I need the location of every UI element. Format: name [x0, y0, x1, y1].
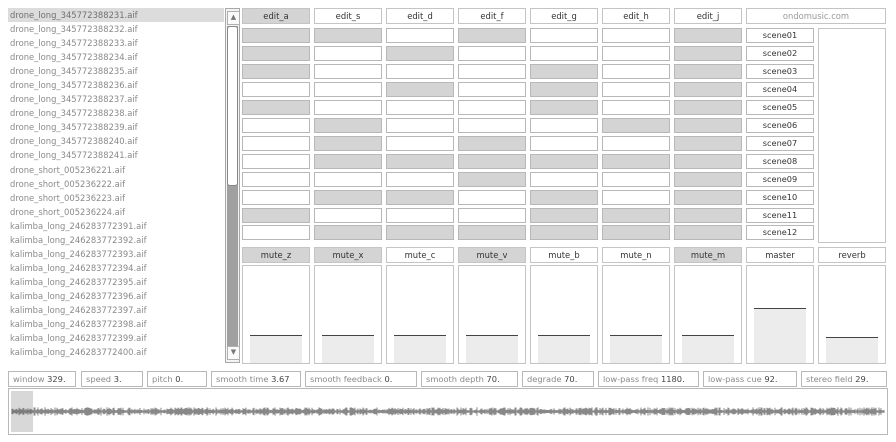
scene-grid-cell[interactable] — [458, 46, 526, 61]
file-list-scrollbar[interactable] — [225, 8, 240, 363]
scene-grid-cell[interactable] — [314, 28, 382, 43]
scene-grid-cell[interactable] — [386, 64, 454, 79]
param-label: smooth feedback — [310, 374, 382, 384]
scene-grid-cell[interactable] — [674, 118, 742, 133]
mute-x-fader-level — [322, 335, 374, 363]
mute-z-button[interactable]: mute_z — [242, 247, 310, 263]
edit-track-s[interactable]: edit_s — [314, 8, 382, 24]
scene-grid-cell[interactable] — [314, 225, 382, 240]
waveform-graph — [9, 389, 887, 434]
scene-grid-cell[interactable] — [674, 154, 742, 169]
scene-grid-cell[interactable] — [386, 100, 454, 115]
scroll-up-arrow-icon[interactable]: ▲ — [227, 11, 240, 25]
scene-grid-cell[interactable] — [530, 46, 598, 61]
param-smooth-feedback[interactable] — [305, 371, 417, 387]
file-list-item[interactable]: kalimba_long_246283772391.aif — [10, 220, 147, 231]
scene-grid-cell[interactable] — [242, 118, 310, 133]
file-list-item[interactable]: drone_long_345772388238.aif — [10, 108, 138, 119]
file-list-item[interactable]: drone_short_005236222.aif — [10, 178, 126, 189]
file-list-item[interactable]: kalimba_long_246283772394.aif — [10, 262, 147, 273]
scrollbar-thumb[interactable] — [227, 26, 238, 186]
scene-button[interactable]: scene12 — [746, 225, 814, 240]
master-button[interactable]: master — [746, 247, 814, 263]
edit-track-d[interactable]: edit_d — [386, 8, 454, 24]
param-low-pass-cue[interactable] — [703, 371, 797, 387]
scene-button[interactable]: scene07 — [746, 136, 814, 151]
scene-grid-cell[interactable] — [674, 225, 742, 240]
param-label: speed — [86, 374, 112, 384]
file-list-item[interactable]: drone_long_345772388234.aif — [10, 52, 138, 63]
file-list-item[interactable]: drone_long_345772388232.aif — [10, 24, 138, 35]
scene-grid-cell[interactable] — [458, 172, 526, 187]
scene-grid-cell[interactable] — [458, 190, 526, 205]
scene-grid-cell[interactable] — [386, 190, 454, 205]
param-value[interactable]: 3.67 — [271, 374, 290, 384]
param-value[interactable]: 0. — [384, 374, 393, 384]
param-value[interactable]: 329. — [47, 374, 66, 384]
scene-button[interactable]: scene02 — [746, 46, 814, 61]
mute-c-fader[interactable] — [386, 265, 454, 364]
file-list-item[interactable]: kalimba_long_246283772399.aif — [10, 333, 147, 344]
mute-z-fader-level — [250, 335, 302, 363]
param-value[interactable]: 0. — [175, 374, 184, 384]
param-label: low-pass cue — [708, 374, 762, 384]
param-window[interactable] — [8, 371, 76, 387]
scene-grid-cell[interactable] — [530, 136, 598, 151]
master-fader-level — [754, 308, 806, 363]
file-list-item[interactable]: drone_long_345772388241.aif — [10, 150, 138, 161]
scene-button[interactable]: scene01 — [746, 28, 814, 43]
scene-grid-cell[interactable] — [602, 172, 670, 187]
file-list-item[interactable]: drone_long_345772388231.aif — [8, 8, 224, 22]
scene-grid-cell[interactable] — [314, 154, 382, 169]
scene-side-panel — [818, 28, 886, 243]
scene-grid-cell[interactable] — [314, 64, 382, 79]
scene-grid-cell[interactable] — [242, 208, 310, 223]
param-value[interactable]: 92. — [764, 374, 778, 384]
scene-button[interactable]: scene08 — [746, 154, 814, 169]
edit-track-g[interactable]: edit_g — [530, 8, 598, 24]
scene-grid-cell[interactable] — [530, 118, 598, 133]
file-list-item[interactable]: kalimba_long_246283772400.aif — [10, 347, 147, 358]
param-speed[interactable] — [81, 371, 143, 387]
scroll-down-arrow-icon[interactable]: ▼ — [227, 346, 240, 360]
file-list-item[interactable]: kalimba_long_246283772398.aif — [10, 319, 147, 330]
file-list-item[interactable]: kalimba_long_246283772395.aif — [10, 276, 147, 287]
scene-grid-cell[interactable] — [458, 136, 526, 151]
scene-grid-cell[interactable] — [458, 28, 526, 43]
mute-v-fader-level — [466, 335, 518, 363]
reverb-fader[interactable] — [818, 265, 886, 364]
scene-button[interactable]: scene11 — [746, 208, 814, 223]
mute-m-fader[interactable] — [674, 265, 742, 364]
scene-grid-cell[interactable] — [242, 82, 310, 97]
file-list-item[interactable]: drone_long_345772388237.aif — [10, 94, 138, 105]
scene-grid-cell[interactable] — [602, 100, 670, 115]
scene-grid-cell[interactable] — [530, 28, 598, 43]
scene-grid-cell[interactable] — [674, 208, 742, 223]
master-fader[interactable] — [746, 265, 814, 364]
waveform-display[interactable] — [8, 388, 888, 435]
edit-track-a[interactable]: edit_a — [242, 8, 310, 24]
mute-v-fader[interactable] — [458, 265, 526, 364]
site-label: ondomusic.com — [746, 8, 886, 24]
scene-grid-cell[interactable] — [242, 154, 310, 169]
scene-grid-cell[interactable] — [386, 136, 454, 151]
scene-grid-cell[interactable] — [458, 225, 526, 240]
reverb-button[interactable]: reverb — [818, 247, 886, 263]
edit-track-f[interactable]: edit_f — [458, 8, 526, 24]
scene-grid-cell[interactable] — [386, 118, 454, 133]
scene-grid-cell[interactable] — [386, 82, 454, 97]
param-label: degrade — [527, 374, 562, 384]
scene-grid-cell[interactable] — [458, 208, 526, 223]
scene-grid-cell[interactable] — [314, 100, 382, 115]
scene-grid-cell[interactable] — [530, 172, 598, 187]
scene-grid-cell[interactable] — [674, 172, 742, 187]
file-list-item[interactable]: drone_long_345772388233.aif — [10, 38, 138, 49]
scene-grid-cell[interactable] — [242, 28, 310, 43]
mute-m-fader-level — [682, 335, 734, 363]
scene-grid-cell[interactable] — [458, 82, 526, 97]
scene-grid-cell[interactable] — [602, 190, 670, 205]
param-label: pitch — [152, 374, 173, 384]
mute-c-fader-level — [394, 335, 446, 363]
param-stereo-field[interactable] — [801, 371, 887, 387]
scene-grid-cell[interactable] — [530, 100, 598, 115]
scene-grid-cell[interactable] — [458, 118, 526, 133]
file-list-item[interactable]: kalimba_long_246283772392.aif — [10, 234, 147, 245]
scene-grid-cell[interactable] — [242, 64, 310, 79]
param-label: window — [13, 374, 45, 384]
scene-grid-cell[interactable] — [530, 190, 598, 205]
scene-grid-cell[interactable] — [530, 82, 598, 97]
param-value[interactable]: 1180. — [660, 374, 685, 384]
scene-grid-cell[interactable] — [674, 28, 742, 43]
mute-x-fader[interactable] — [314, 265, 382, 364]
scene-button[interactable]: scene03 — [746, 64, 814, 79]
scene-grid-cell[interactable] — [386, 172, 454, 187]
edit-track-j[interactable]: edit_j — [674, 8, 742, 24]
scene-grid-cell[interactable] — [530, 208, 598, 223]
mute-z-fader[interactable] — [242, 265, 310, 364]
scene-grid-cell[interactable] — [314, 118, 382, 133]
file-list-item[interactable]: kalimba_long_246283772397.aif — [10, 304, 147, 315]
scene-grid-cell[interactable] — [386, 208, 454, 223]
file-list-item[interactable]: drone_long_345772388239.aif — [10, 122, 138, 133]
scene-grid-cell[interactable] — [602, 46, 670, 61]
scene-grid-cell[interactable] — [386, 46, 454, 61]
scene-grid-cell[interactable] — [242, 46, 310, 61]
mute-b-button[interactable]: mute_b — [530, 247, 598, 263]
mute-n-fader[interactable] — [602, 265, 670, 364]
scene-grid-cell[interactable] — [602, 136, 670, 151]
edit-track-h[interactable]: edit_h — [602, 8, 670, 24]
scene-grid-cell[interactable] — [386, 154, 454, 169]
file-list-item[interactable]: drone_short_005236221.aif — [10, 164, 126, 175]
file-list-item[interactable]: drone_long_345772388240.aif — [10, 136, 138, 147]
scene-grid-cell[interactable] — [458, 64, 526, 79]
param-value[interactable]: 29. — [855, 374, 869, 384]
file-list-item[interactable]: drone_short_005236224.aif — [10, 206, 126, 217]
scene-grid-cell[interactable] — [242, 100, 310, 115]
file-list[interactable] — [8, 8, 224, 363]
mute-v-button[interactable]: mute_v — [458, 247, 526, 263]
mute-n-button[interactable]: mute_n — [602, 247, 670, 263]
scene-grid-cell[interactable] — [674, 190, 742, 205]
scene-grid-cell[interactable] — [602, 208, 670, 223]
param-value[interactable]: 70. — [564, 374, 578, 384]
scene-grid-cell[interactable] — [386, 225, 454, 240]
file-list-item[interactable]: drone_short_005236223.aif — [10, 192, 126, 203]
scene-grid-cell[interactable] — [602, 118, 670, 133]
param-smooth-time[interactable] — [211, 371, 301, 387]
scene-grid-cell[interactable] — [602, 82, 670, 97]
scene-grid-cell[interactable] — [602, 225, 670, 240]
scene-grid-cell[interactable] — [242, 172, 310, 187]
scene-grid-cell[interactable] — [386, 28, 454, 43]
scene-grid-cell[interactable] — [674, 64, 742, 79]
scene-grid-cell[interactable] — [314, 82, 382, 97]
scene-grid-cell[interactable] — [242, 136, 310, 151]
mute-n-fader-level — [610, 335, 662, 363]
scene-grid-cell[interactable] — [530, 225, 598, 240]
param-value[interactable]: 3. — [113, 374, 122, 384]
reverb-fader-level — [826, 337, 878, 363]
file-list-item[interactable]: kalimba_long_246283772393.aif — [10, 248, 147, 259]
scene-grid-cell[interactable] — [314, 136, 382, 151]
param-degrade[interactable] — [522, 371, 594, 387]
scene-grid-cell[interactable] — [530, 64, 598, 79]
scene-grid-cell[interactable] — [458, 100, 526, 115]
scene-grid-cell[interactable] — [314, 190, 382, 205]
scene-grid-cell[interactable] — [314, 208, 382, 223]
param-label: low-pass freq — [603, 374, 659, 384]
scene-grid-cell[interactable] — [530, 154, 598, 169]
mute-x-button[interactable]: mute_x — [314, 247, 382, 263]
scene-grid-cell[interactable] — [314, 172, 382, 187]
scene-button[interactable]: scene06 — [746, 118, 814, 133]
mute-b-fader[interactable] — [530, 265, 598, 364]
scene-grid-cell[interactable] — [674, 46, 742, 61]
param-smooth-depth[interactable] — [421, 371, 518, 387]
scene-grid-cell[interactable] — [314, 46, 382, 61]
param-label: stereo field — [806, 374, 853, 384]
scene-button[interactable]: scene10 — [746, 190, 814, 205]
mute-b-fader-level — [538, 335, 590, 363]
scene-grid-cell[interactable] — [602, 28, 670, 43]
file-list-item[interactable]: drone_long_345772388236.aif — [10, 80, 138, 91]
scene-grid-cell[interactable] — [674, 136, 742, 151]
scene-grid-cell[interactable] — [674, 100, 742, 115]
scene-grid-cell[interactable] — [242, 225, 310, 240]
mute-m-button[interactable]: mute_m — [674, 247, 742, 263]
param-label: smooth time — [216, 374, 269, 384]
scene-button[interactable]: scene09 — [746, 172, 814, 187]
param-value[interactable]: 70. — [486, 374, 500, 384]
waveform-path — [12, 407, 884, 415]
scene-grid-cell[interactable] — [242, 190, 310, 205]
param-low-pass-freq[interactable] — [598, 371, 699, 387]
scene-button[interactable]: scene04 — [746, 82, 814, 97]
scene-grid-cell[interactable] — [602, 154, 670, 169]
param-pitch[interactable] — [147, 371, 207, 387]
file-list-item[interactable]: kalimba_long_246283772396.aif — [10, 290, 147, 301]
param-label: smooth depth — [426, 374, 484, 384]
scene-grid-cell[interactable] — [458, 154, 526, 169]
scene-grid-cell[interactable] — [674, 82, 742, 97]
scene-button[interactable]: scene05 — [746, 100, 814, 115]
mute-c-button[interactable]: mute_c — [386, 247, 454, 263]
file-list-item[interactable]: drone_long_345772388235.aif — [10, 66, 138, 77]
scene-grid-cell[interactable] — [602, 64, 670, 79]
